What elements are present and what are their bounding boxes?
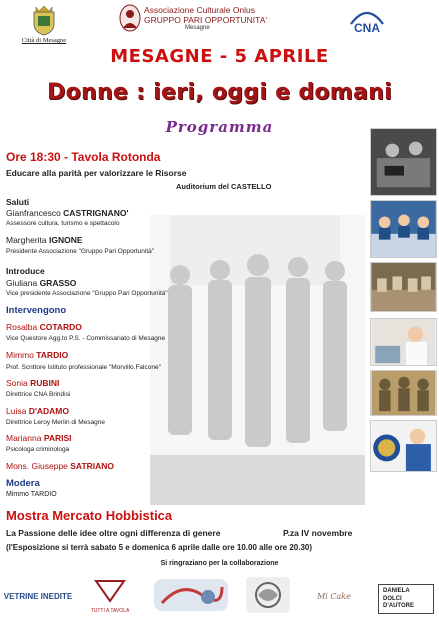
historical-women-photo xyxy=(150,215,365,505)
mostra-dates: (l'Esposizione si terrà sabato 5 e domenica 6 aprile dalle ore 10.00 alle ore 20.30) xyxy=(6,543,313,552)
association-name: Associazione Culturale Onlus xyxy=(144,5,256,15)
vintage-office-photo xyxy=(370,128,437,196)
sponsor-decorative-logo xyxy=(244,575,292,615)
speaker-satriano: Mons. Giuseppe SATRIANO xyxy=(6,461,115,471)
speaker-cotardo-role: Vice Questore Agg.to P.S. - Commissariato di Mesagne xyxy=(6,335,166,342)
moderator-name: Mimmo TARDIO xyxy=(6,491,57,498)
speaker-rubini-role: Direttrice CNA Brindisi xyxy=(6,391,71,398)
speaker-parisi: Marianna PARISI xyxy=(6,433,72,443)
sponsor-tutti-a-tavola-logo xyxy=(86,575,134,615)
sponsor-vetrine-inedite-logo xyxy=(4,575,72,615)
mostra-description: La Passione delle idee oltre ogni differenza di genere xyxy=(6,528,221,538)
speaker-castrignano-role: Assessore cultura, turismo e spettacolo xyxy=(6,220,120,227)
speaker-tardio-role: Prof. Scrittore Istituto professionale "Morvillo.Falcone" xyxy=(6,364,161,371)
event-title: MESAGNE - 5 APRILE xyxy=(110,46,329,67)
thanks-line: Si ringraziano per la collaborazione xyxy=(160,560,279,567)
sponsor-vetrine-inedite-text: VETRINE INEDITE xyxy=(4,592,72,601)
event-subtitle: Donne : ieri, oggi e domani xyxy=(47,80,392,105)
sponsor-mi-cake-text: Mi Cake xyxy=(317,592,351,601)
venue: Auditorium del CASTELLO xyxy=(176,182,272,191)
sponsor-daniela-dolci xyxy=(378,584,434,614)
sponsor-mi-cake-logo xyxy=(310,575,358,615)
speaker-grasso-role: Vice presidente Associazione "Gruppo Pari Opportunità" xyxy=(6,290,168,297)
city-crest-logo xyxy=(30,4,58,36)
lab-worker-photo xyxy=(370,318,437,366)
sponsor-art-logo xyxy=(152,575,230,615)
association-group: GRUPPO PARI OPPORTUNITA' xyxy=(144,15,268,25)
speaker-dadamo-role: Direttrice Leroy Merlin di Mesagne xyxy=(6,419,105,426)
sewing-workshop-photo xyxy=(370,262,437,312)
mostra-title: Mostra Mercato Hobbistica xyxy=(6,508,173,523)
speaker-grasso: Giuliana GRASSO xyxy=(6,278,77,288)
speaker-parisi-role: Psicologa criminologa xyxy=(6,446,70,453)
sponsor-daniela-line1: DANIELA xyxy=(383,588,410,594)
intervengono-heading: Intervengono xyxy=(6,305,67,316)
association-logo xyxy=(119,4,141,32)
factory-workers-photo xyxy=(370,200,437,258)
mostra-place: P.za IV novembre xyxy=(283,528,353,538)
speaker-tardio: Mimmo TARDIO xyxy=(6,350,69,360)
speaker-cotardo: Rosalba COTARDO xyxy=(6,322,82,332)
speaker-ignone: Margherita IGNONE xyxy=(6,235,83,245)
cna-logo-text: CNA xyxy=(354,21,380,35)
speaker-rubini: Sonia RUBINI xyxy=(6,378,60,388)
programma-heading: Programma xyxy=(165,118,274,136)
round-table-subtitle: Educare alla parità per valorizzare le Risorse xyxy=(6,168,187,178)
sponsor-daniela-line2: DOLCI D'AUTORE xyxy=(383,595,414,609)
speaker-castrignano: Gianfrancesco CASTRIGNANO' xyxy=(6,208,129,218)
modera-heading: Modera xyxy=(6,478,40,489)
speaker-dadamo: Luisa D'ADAMO xyxy=(6,406,69,416)
soldiers-photo xyxy=(370,370,437,416)
round-table-time: Ore 18:30 - Tavola Rotonda xyxy=(6,150,161,164)
saluti-heading: Saluti xyxy=(6,197,30,207)
cna-logo xyxy=(348,6,386,36)
association-city: Mesagne xyxy=(185,25,210,31)
city-label: Città di Mesagne xyxy=(21,37,67,44)
sponsor-tutti-a-tavola-text: TUTTI A TAVOLA xyxy=(90,608,130,614)
astronaut-photo xyxy=(370,420,437,472)
speaker-ignone-role: Presidente Associazione "Gruppo Pari Opportunità" xyxy=(6,248,155,255)
introduce-heading: Introduce xyxy=(6,266,45,276)
